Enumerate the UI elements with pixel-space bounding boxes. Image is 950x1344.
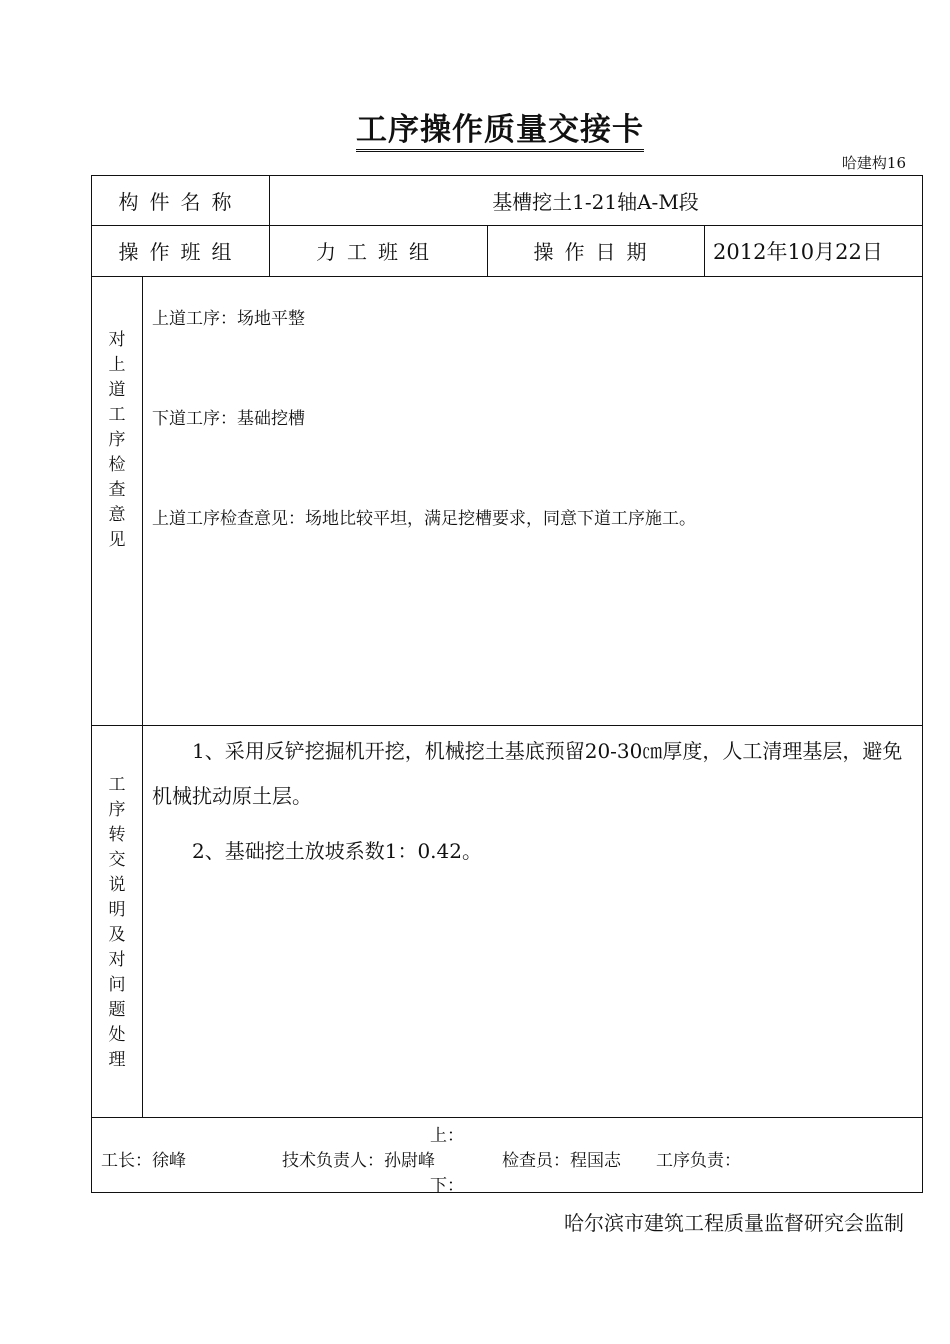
prev-process-text: 上道工序：场地平整 xyxy=(152,309,305,329)
page-title: 工序操作质量交接卡 xyxy=(0,104,950,149)
document-code: 哈建构16 xyxy=(841,154,906,172)
component-name-label: 构件名称 xyxy=(118,190,243,214)
foreman-signature: 工长：徐峰 xyxy=(101,1151,186,1171)
inspection-opinion-text: 上道工序检查意见：场地比较平坦，满足挖槽要求，同意下道工序施工。 xyxy=(152,509,696,529)
prev-inspection-label: 对 上 道 工 序 检 查 意 见 xyxy=(108,330,126,550)
inspector-signature: 检查员：程国志 xyxy=(502,1151,621,1171)
next-process-text: 下道工序：基础挖槽 xyxy=(152,409,305,429)
handover-form xyxy=(91,175,923,1196)
upper-process-label: 上： xyxy=(430,1126,464,1146)
lower-process-label: 下： xyxy=(430,1176,464,1196)
date-label: 操作日期 xyxy=(533,240,658,264)
issuer-credit: 哈尔滨市建筑工程质量监督研究会监制 xyxy=(564,1211,904,1235)
team-label: 操作班组 xyxy=(118,240,243,264)
date-value: 2012年10月22日 xyxy=(713,239,883,264)
handover-notes-label: 工 序 转 交 说 明 及 对 问 题 处 理 xyxy=(108,775,126,1070)
handover-item-1: 1、采用反铲挖掘机开挖，机械挖土基底预留20-30㎝厚度，人工清理基层，避免机械扰动原土层。 xyxy=(152,739,903,808)
process-owner-signature: 工序负责： xyxy=(656,1151,741,1171)
team-value: 力工班组 xyxy=(316,240,440,264)
handover-item-2: 2、基础挖土放坡系数1：0.42。 xyxy=(192,839,482,863)
tech-lead-signature: 技术负责人：孙尉峰 xyxy=(282,1151,435,1171)
component-name-value: 基槽挖土1-21轴A-M段 xyxy=(492,190,699,214)
